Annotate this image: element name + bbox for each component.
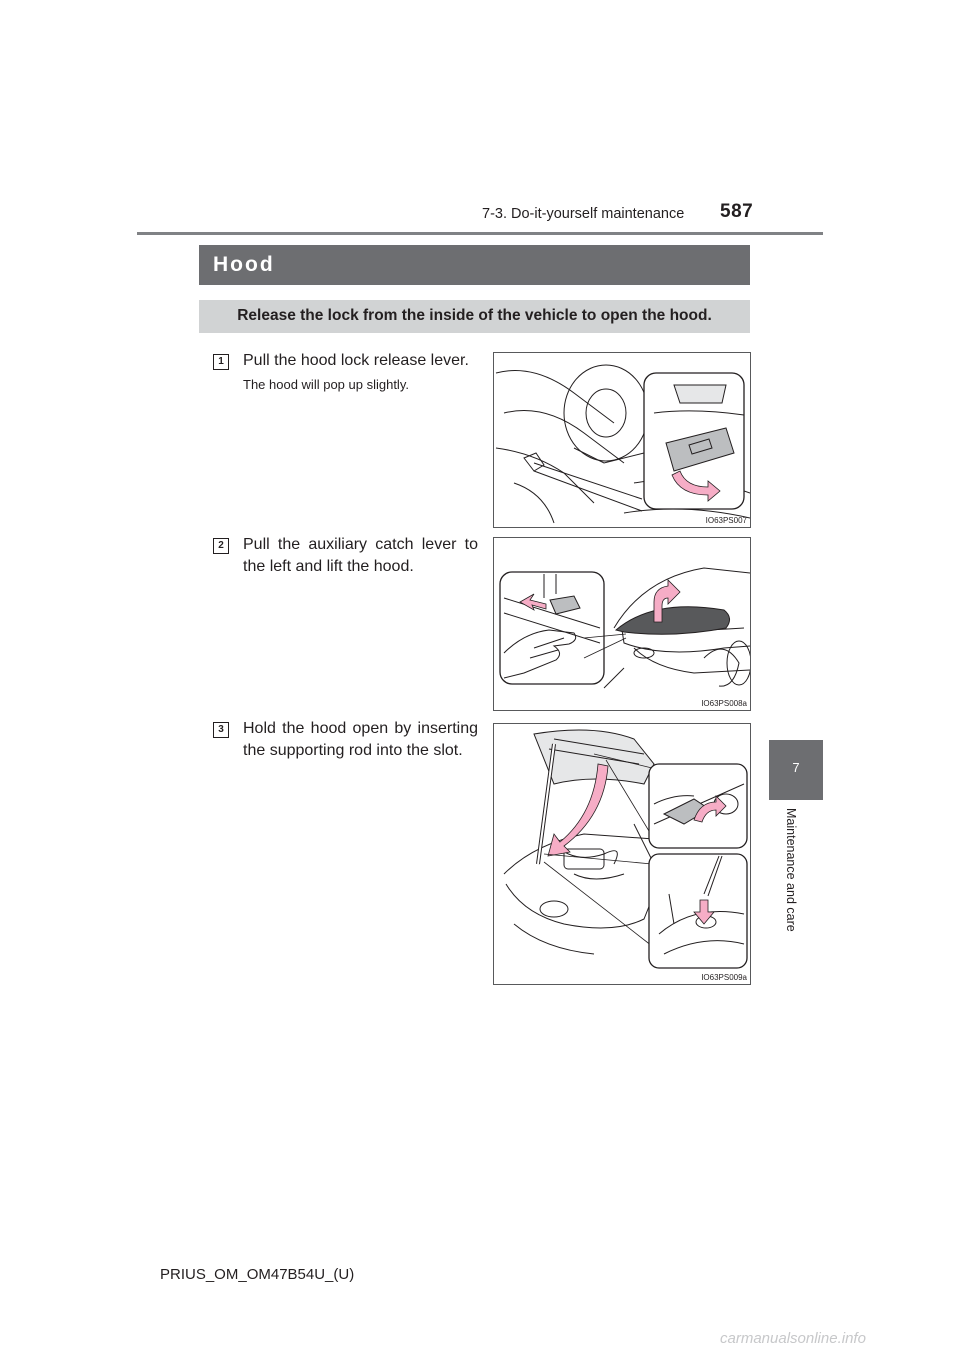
figure-code-1: IO63PS007: [705, 516, 747, 525]
figure-hood-release-lever: [493, 352, 751, 528]
hood-release-lever-illustration: [494, 353, 750, 527]
watermark: carmanualsonline.info: [720, 1330, 866, 1347]
step-number-1: 1: [213, 354, 229, 370]
step-text-2: Pull the auxiliary catch lever to the left and lift the hood.: [243, 536, 478, 575]
intro-band: [199, 300, 750, 333]
section-title: Hood: [213, 253, 275, 276]
support-rod-illustration: [494, 724, 750, 984]
section-title-bar: [199, 245, 750, 285]
header-section-title: 7-3. Do-it-yourself maintenance: [482, 206, 685, 222]
page-number: 587: [720, 201, 754, 222]
manual-code: PRIUS_OM_OM47B54U_(U): [160, 1266, 355, 1283]
chapter-number: 7: [792, 760, 800, 775]
header-divider: [137, 232, 823, 235]
step-text-1: Pull the hood lock release lever.: [243, 352, 469, 369]
chapter-tab: [769, 740, 823, 800]
step-number-3: 3: [213, 722, 229, 738]
figure-auxiliary-catch-lever: [493, 537, 751, 711]
intro-text: Release the lock from the inside of the vehicle to open the hood.: [237, 307, 712, 324]
auxiliary-catch-illustration: [494, 538, 750, 710]
chapter-title: Maintenance and care: [784, 808, 798, 932]
figure-code-2: IO63PS008a: [701, 699, 747, 708]
figure-support-rod: [493, 723, 751, 985]
figure-code-3: IO63PS009a: [701, 973, 747, 982]
step-number-2: 2: [213, 538, 229, 554]
chapter-title-vertical: [784, 808, 808, 968]
step-note-1: The hood will pop up slightly.: [243, 377, 409, 392]
step-text-3: Hold the hood open by inserting the supporting rod into the slot.: [243, 720, 478, 759]
